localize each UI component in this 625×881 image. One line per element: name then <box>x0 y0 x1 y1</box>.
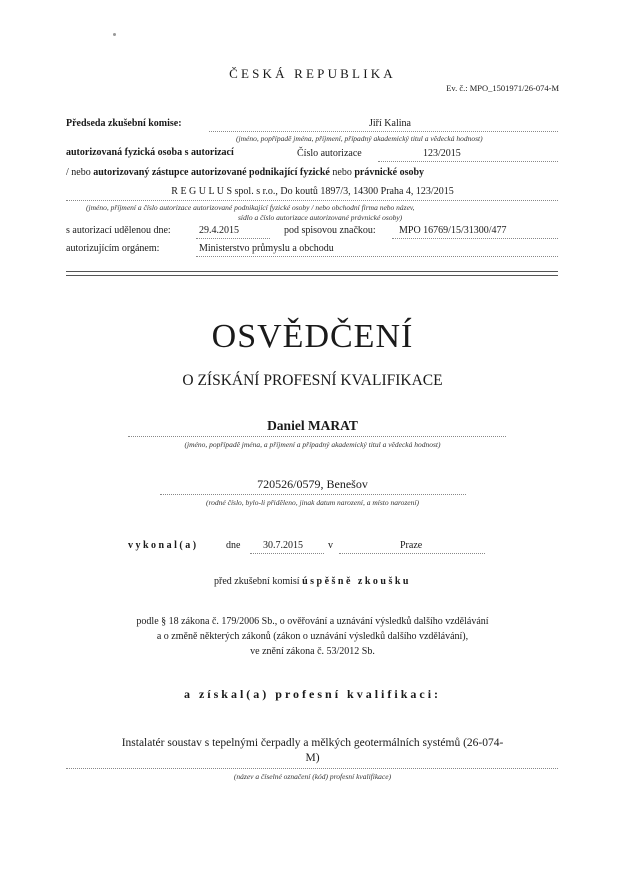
authority-label: autorizujícím orgánem: <box>66 243 160 254</box>
company-details: spol. s r.o., Do koutů 1897/3, 14300 Praha 4, 123/2015 <box>232 186 454 197</box>
holder-name-line <box>128 436 506 437</box>
separator-line-bottom <box>66 275 558 276</box>
country-heading: ČESKÁ REPUBLIKA <box>229 66 396 81</box>
holder-note: (jméno, popřípadě jména, a příjmení a případný akademický titul a vědecká hodnost) <box>184 440 441 449</box>
file-number-line <box>392 238 558 239</box>
acquired-text: a získal(a) profesní kvalifikaci: <box>183 687 442 701</box>
qualification-line-rule <box>66 768 558 769</box>
company-note-1: (jméno, příjmení a číslo autorizace autorizované podnikající fyzické osoby / nebo obchodní firma nebo název, <box>86 203 415 212</box>
legal-entity-label: právnické osoby <box>354 167 425 178</box>
commission-text: před zkušební komisí <box>214 576 300 587</box>
company-line-rule <box>66 200 558 201</box>
evidence-number: Ev. č.: MPO_1501971/26-074-M <box>446 83 559 93</box>
place-label: v <box>328 540 333 551</box>
company-note-2: sídlo a číslo autorizace autorizované právnické osoby) <box>238 213 403 222</box>
representative-prefix: / nebo <box>66 167 94 178</box>
success-text: úspěšně zkoušku <box>302 576 411 587</box>
separator-line-top <box>66 271 558 272</box>
auth-number-line <box>378 161 558 162</box>
birth-info: 720526/0579, Benešov <box>257 477 368 491</box>
auth-number: 123/2015 <box>423 148 461 159</box>
exam-date-line <box>250 553 324 554</box>
holder-name: Daniel MARAT <box>267 418 358 433</box>
exam-place: Praze <box>400 540 423 551</box>
representative-label: autorizovaný zástupce autorizované podnikající fyzické <box>93 167 330 178</box>
auth-number-label: Číslo autorizace <box>297 148 362 159</box>
exam-place-line <box>339 553 485 554</box>
date-label: dne <box>226 540 241 551</box>
qualification-line-2: M) <box>305 752 320 764</box>
commission-line <box>0 576 625 587</box>
chair-name: Jiří Kalina <box>369 118 411 129</box>
law-line-3: ve znění zákona č. 53/2012 Sb. <box>250 646 375 657</box>
qualification-note: (název a číselné označení (kód) profesní kvalifikace) <box>233 772 392 781</box>
granted-label: s autorizací udělenou dne: <box>66 225 171 236</box>
person-type-label: autorizovaná fyzická osoba s autorizací <box>66 147 234 158</box>
certificate-subtitle: O ZÍSKÁNÍ PROFESNÍ KVALIFIKACE <box>182 372 443 389</box>
representative-line <box>66 167 424 178</box>
law-line-1: podle § 18 zákona č. 179/2006 Sb., o ověřování a uznávání výsledků dalšího vzdělávání <box>136 616 489 627</box>
scan-dot <box>113 33 116 36</box>
chair-name-line <box>209 131 558 132</box>
birth-info-line <box>160 494 466 495</box>
authority-name: Ministerstvo průmyslu a obchodu <box>199 243 334 254</box>
file-number: MPO 16769/15/31300/477 <box>399 225 507 236</box>
company-name: R E G U L U S <box>171 186 233 197</box>
chair-label: Předseda zkušební komise: <box>66 118 182 129</box>
granted-date-line <box>196 238 270 239</box>
representative-or: nebo <box>329 167 355 178</box>
law-line-2: a o změně některých zákonů (zákon o uznávání výsledků dalšího vzdělávání), <box>156 631 469 642</box>
authority-line <box>196 256 558 257</box>
certificate-title: OSVĚDČENÍ <box>211 318 414 355</box>
company-line <box>0 186 625 197</box>
qualification-line-1: Instalatér soustav s tepelnými čerpadly a mělkých geotermálních systémů (26-074- <box>121 737 504 749</box>
exam-date: 30.7.2015 <box>263 540 303 551</box>
passed-label: vykonal(a) <box>128 540 199 551</box>
chair-note: (jméno, popřípadě jména, příjmení, případný akademický titul a vědecká hodnost) <box>236 134 483 143</box>
granted-date: 29.4.2015 <box>199 225 239 236</box>
file-label: pod spisovou značkou: <box>284 225 376 236</box>
birth-note: (rodné číslo, bylo-li přiděleno, jinak datum narození, a místo narození) <box>206 498 419 507</box>
